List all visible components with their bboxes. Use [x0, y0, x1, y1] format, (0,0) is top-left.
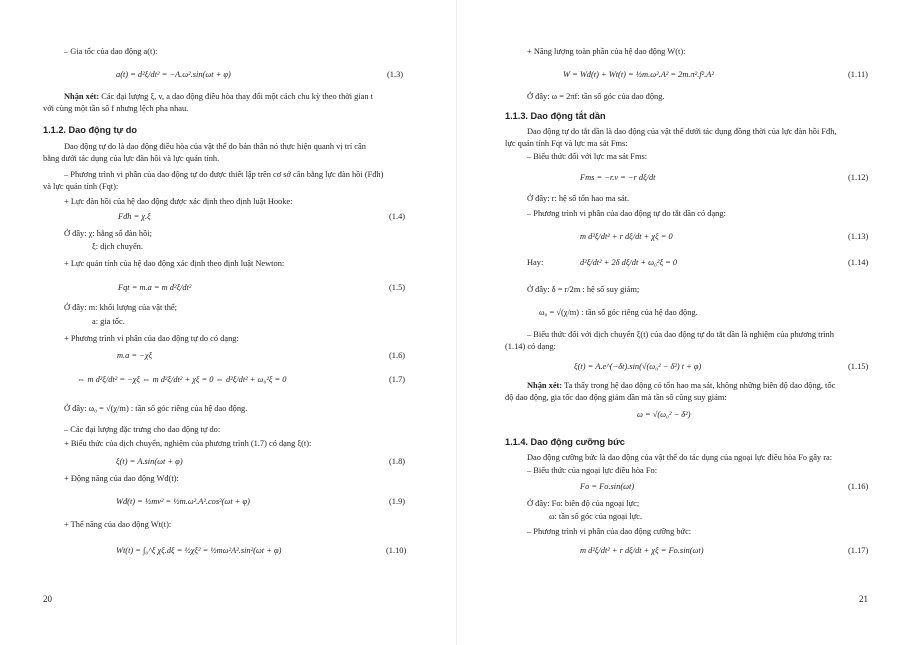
definition: a: gia tốc.	[92, 317, 125, 326]
equation-1-16: Fo = Fo.sin(ωt)	[580, 482, 635, 491]
equation-number: (1.10)	[386, 546, 407, 555]
paragraph: – Phương trình vi phân của dao động tự do tắt dần có dạng:	[527, 209, 726, 218]
paragraph: – Phương trình vi phân của dao động tự do được thiết lập trên cơ sở cân bằng lực đàn hồi (Fđh)	[64, 170, 384, 179]
equation-1-5: Fqt = m.a = m d²ξ/dt²	[118, 283, 192, 292]
page-number: 20	[43, 594, 52, 604]
right-page	[457, 0, 913, 645]
definition: Ở đây: δ = r/2m : hệ số suy giảm;	[527, 285, 640, 294]
definition: ω₀ = √(χ/m) : tần số góc riêng của hệ dao động.	[539, 308, 698, 317]
paragraph: – Các đại lượng đặc trưng cho dao động tự do:	[64, 425, 221, 434]
equation-omega: ω = √(ω₀² − δ²)	[637, 410, 691, 419]
definition: Ở đây: r: hệ số tổn hao ma sát.	[527, 194, 630, 203]
equation-1-15: ξ(t) = A.e^(−δt).sin(√(ω₀² − δ²) t + φ)	[574, 362, 702, 371]
equation-number: (1.6)	[389, 351, 406, 360]
paragraph: + Phương trình vi phân của dao động tự do có dạng:	[64, 334, 239, 343]
paragraph: (1.14) có dạng:	[505, 342, 556, 351]
paragraph: + Lực quán tính của hệ dao động xác định theo định luật Newton:	[64, 259, 285, 268]
equation-1-4: Fđh = χ.ξ	[118, 212, 151, 221]
equation-number: (1.5)	[389, 283, 406, 292]
equation-number: (1.7)	[389, 375, 406, 384]
equation-number: (1.9)	[389, 497, 406, 506]
definition: ω: tần số góc của ngoại lực.	[549, 512, 643, 521]
remark-line	[64, 92, 373, 102]
paragraph: và lực quán tính (Fqt):	[43, 182, 119, 191]
definition: Ở đây: Fo: biên độ của ngoại lực;	[527, 499, 640, 508]
paragraph: – Biểu thức đối với lực ma sát Fms:	[527, 152, 648, 161]
remark-label: Nhận xét:	[64, 92, 100, 101]
section-heading-1-1-2: 1.1.2. Dao động tự do	[43, 125, 137, 135]
paragraph: – Phương trình vi phân của dao động cưỡng bức:	[527, 527, 692, 536]
remark-line	[527, 381, 835, 391]
remark-text-cont: với cùng một tần số f nhưng lệch pha nhau.	[43, 104, 189, 113]
page-number: 21	[859, 594, 868, 604]
definition: Ở đây: ω = 2πf: tần số góc của dao động.	[527, 92, 665, 101]
definition: Ở đây: ω₀ = √(χ/m) : tần số góc riêng của hệ dao động.	[64, 404, 248, 413]
equation-1-3: a(t) = d²ξ/dt² = −A.ω².sin(ωt + φ)	[116, 70, 231, 79]
energy-intro: + Năng lượng toàn phần của hệ dao động W(t):	[527, 47, 686, 56]
equation-1-9: Wđ(t) = ½mv² = ½m.ω².A².cos²(ωt + φ)	[116, 497, 250, 506]
equation-number: (1.13)	[848, 232, 869, 241]
equation-1-11: W = Wđ(t) + Wt(t) = ½m.ω².A² = 2m.π².f².A²	[563, 70, 714, 79]
paragraph: + Động năng của dao động Wđ(t):	[64, 474, 179, 483]
equation-number: (1.3)	[387, 70, 404, 79]
equation-1-12: Fms = −r.v = −r dξ/dt	[580, 173, 656, 182]
paragraph: Dao động tự do tắt dần là dao động của vật thể dưới tác dụng đồng thời của lực đàn hồi Fđh,	[527, 127, 837, 136]
paragraph: Dao động tự do là dao động điều hòa của vật thể do bản thân nó thực hiện quanh vị trí cân	[64, 142, 366, 151]
section-heading-1-1-4: 1.1.4. Dao động cưỡng bức	[505, 437, 625, 447]
paragraph: Dao động cưỡng bức là dao động của vật thể do tác dụng của ngoại lực điều hòa Fo gây ra:	[527, 453, 833, 462]
equation-1-8: ξ(t) = A.sin(ωt + φ)	[116, 457, 183, 466]
paragraph: lực quán tính Fqt và lực ma sát Fms:	[505, 139, 628, 148]
paragraph: – Biểu thức đối với dịch chuyển ξ(t) của dao động tự do tắt dần là nghiệm của phương trình	[527, 330, 834, 339]
paragraph: bằng dưới tác dụng của lực đàn hồi và lực quán tính.	[43, 154, 220, 163]
equation-number: (1.17)	[848, 546, 869, 555]
left-page	[0, 0, 456, 645]
definition: Ở đây: m: khối lượng của vật thể;	[64, 303, 177, 312]
equation-number: (1.11)	[848, 70, 868, 79]
equation-1-17: m d²ξ/dt² + r dξ/dt + χξ = Fo.sin(ωt)	[580, 546, 704, 555]
equation-1-10: Wt(t) = ∫₀^ξ χξ.dξ = ½χξ² = ½mω²A².sin²(ωt + φ)	[116, 546, 282, 555]
equation-number: (1.14)	[848, 258, 869, 267]
remark-text: Ta thấy trong hệ dao động có tổn hao ma sát, không những biên độ dao động, tốc	[562, 381, 836, 390]
accel-intro: – Gia tốc của dao động a(t):	[64, 47, 158, 56]
equation-number: (1.16)	[848, 482, 869, 491]
equation-number: (1.8)	[389, 457, 406, 466]
paragraph: + Biểu thức của dịch chuyển, nghiệm của phương trình (1.7) có dạng ξ(t):	[64, 439, 312, 448]
equation-1-6: m.a = −χξ	[117, 351, 153, 360]
paragraph: + Thế năng của dao động Wt(t):	[64, 520, 172, 529]
remark-label: Nhận xét:	[527, 381, 563, 390]
equation-1-14: d²ξ/dt² + 2δ dξ/dt + ω₀²ξ = 0	[580, 258, 678, 267]
paragraph: + Lực đàn hồi của hệ dao động được xác định theo định luật Hooke:	[64, 197, 293, 206]
equation-number: (1.12)	[848, 173, 869, 182]
remark-text: Các đại lượng ξ, v, a dao động điều hòa thay đổi một cách chu kỳ theo thời gian t	[99, 92, 373, 101]
remark-text-cont: độ dao động, gia tốc dao động giảm dần mà tần số cũng suy giảm:	[505, 393, 727, 402]
equation-number: (1.15)	[848, 362, 869, 371]
section-heading-1-1-3: 1.1.3. Dao động tắt dần	[505, 111, 606, 121]
equation-1-7: ⇔ m d²ξ/dt² = −χξ ⇔ m d²ξ/dt² + χξ = 0 ⇔ d²ξ/dt² + ω₀²ξ = 0	[77, 375, 287, 384]
hay-label: Hay:	[527, 258, 544, 267]
definition: Ở đây: χ: hằng số đàn hồi;	[64, 229, 152, 238]
equation-1-13: m d²ξ/dt² + r dξ/dt + χξ = 0	[580, 232, 673, 241]
paragraph: – Biểu thức của ngoại lực điều hòa Fo:	[527, 466, 658, 475]
definition: ξ: dịch chuyển.	[92, 242, 143, 251]
equation-number: (1.4)	[389, 212, 406, 221]
